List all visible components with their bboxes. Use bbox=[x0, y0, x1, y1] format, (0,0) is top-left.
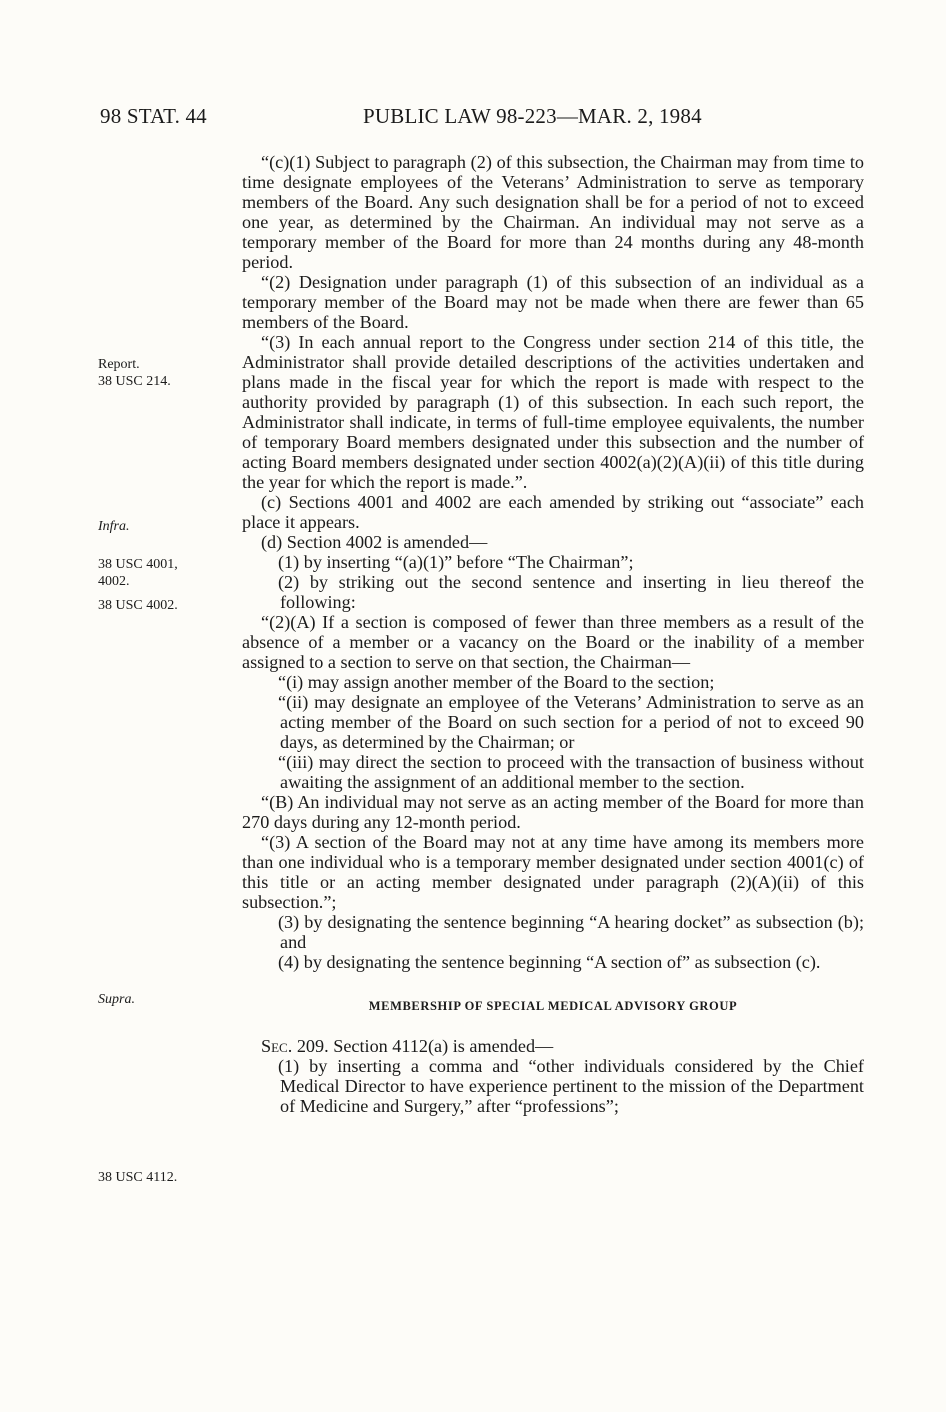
paragraph-2b: “(B) An individual may not serve as an acting member of the Board for more than 270 days during any 12-month period. bbox=[242, 792, 864, 832]
margin-note-usc-4001-line1: 38 USC 4001, bbox=[98, 557, 178, 572]
margin-note-usc-4002: 38 USC 4002. bbox=[98, 598, 178, 613]
paragraph-2a-ii: “(ii) may designate an employee of the Veterans’ Administration to serve as an acting member of the Board on such section for a period of not to exceed 90 days, as determined by the Chairman; or bbox=[278, 692, 864, 752]
page-law-title: PUBLIC LAW 98-223—MAR. 2, 1984 bbox=[363, 104, 702, 128]
margin-note-usc-4001-line2: 4002. bbox=[98, 574, 130, 589]
section-heading: MEMBERSHIP OF SPECIAL MEDICAL ADVISORY GROUP bbox=[368, 999, 738, 1013]
paragraph-c2: “(2) Designation under paragraph (1) of this subsection of an individual as a temporary member of the Board may not be made when there are fewer than 65 members of the Board. bbox=[242, 272, 864, 332]
margin-note-report-citation: 38 USC 214. bbox=[98, 374, 171, 389]
page-stat-number: 98 STAT. 44 bbox=[100, 104, 207, 128]
paragraph-c3: “(3) In each annual report to the Congress under section 214 of this title, the Administrator shall provide detailed descriptions of the activities undertaken and plans made in the fiscal year for which the report is made with respect to the authority provided by paragraph (1) of this subsection. In each such report, the Administrator shall indicate, in terms of full-time employee equivalents, the number of temporary Board members designated under this subsection and the number of acting Board members designated under section 4002(a)(2)(A)(ii) of this title during the year for which the report is made.”. bbox=[242, 332, 864, 492]
margin-note-infra-label: Infra. bbox=[98, 519, 130, 534]
margin-note-report bbox=[98, 356, 171, 390]
paragraph-c1: “(c)(1) Subject to paragraph (2) of this subsection, the Chairman may from time to time designate employees of the Veterans’ Administration to serve as temporary members of the Board. Any such designation shall be for a period of not to exceed one year, as determined by the Chairman. An individual may not serve as a temporary member of the Board for more than 24 months during any 48-month period. bbox=[242, 152, 864, 272]
section-number: Sec. 209. bbox=[261, 1036, 329, 1056]
margin-note-usc-4112: 38 USC 4112. bbox=[98, 1170, 178, 1185]
margin-note-report-label: Report. bbox=[98, 357, 140, 372]
margin-note-supra-label: Supra. bbox=[98, 992, 135, 1007]
paragraph-d2: (2) by striking out the second sentence and inserting in lieu thereof the following: bbox=[278, 572, 864, 612]
margin-note-supra bbox=[98, 991, 135, 1008]
paragraph-subsection-c: (c) Sections 4001 and 4002 are each amended by striking out “associate” each place it appears. bbox=[242, 492, 864, 532]
paragraph-2a: “(2)(A) If a section is composed of fewer than three members as a result of the absence of a member or a vacancy on the Board or the inability of a member assigned to a section to serve on that section, the Chairman— bbox=[242, 612, 864, 672]
body-text bbox=[242, 152, 864, 1116]
margin-note-usc-4001 bbox=[98, 556, 178, 590]
paragraph-subsection-d: (d) Section 4002 is amended— bbox=[261, 532, 488, 552]
paragraph-2a-i: “(i) may assign another member of the Board to the section; bbox=[278, 672, 715, 692]
section-209-text: Section 4112(a) is amended— bbox=[328, 1036, 554, 1056]
paragraph-d1: (1) by inserting “(a)(1)” before “The Chairman”; bbox=[278, 552, 634, 572]
paragraph-d3: (3) by designating the sentence beginning “A hearing docket” as subsection (b); and bbox=[278, 912, 864, 952]
paragraph-d4: (4) by designating the sentence beginning “A section of” as subsection (c). bbox=[278, 952, 821, 972]
paragraph-2a-iii: “(iii) may direct the section to proceed with the transaction of business without awaiting the assignment of an additional member to the section. bbox=[278, 752, 864, 792]
paragraph-sec-209 bbox=[242, 1036, 864, 1056]
paragraph-209-1: (1) by inserting a comma and “other individuals considered by the Chief Medical Director to have experience pertinent to the mission of the Department of Medicine and Surgery,” after “professions”; bbox=[278, 1056, 864, 1116]
margin-note-infra bbox=[98, 518, 130, 535]
paragraph-3: “(3) A section of the Board may not at any time have among its members more than one individual who is a temporary member designated under section 4001(c) of this title or an acting member designated under paragraph (2)(A)(ii) of this subsection.”; bbox=[242, 832, 864, 912]
